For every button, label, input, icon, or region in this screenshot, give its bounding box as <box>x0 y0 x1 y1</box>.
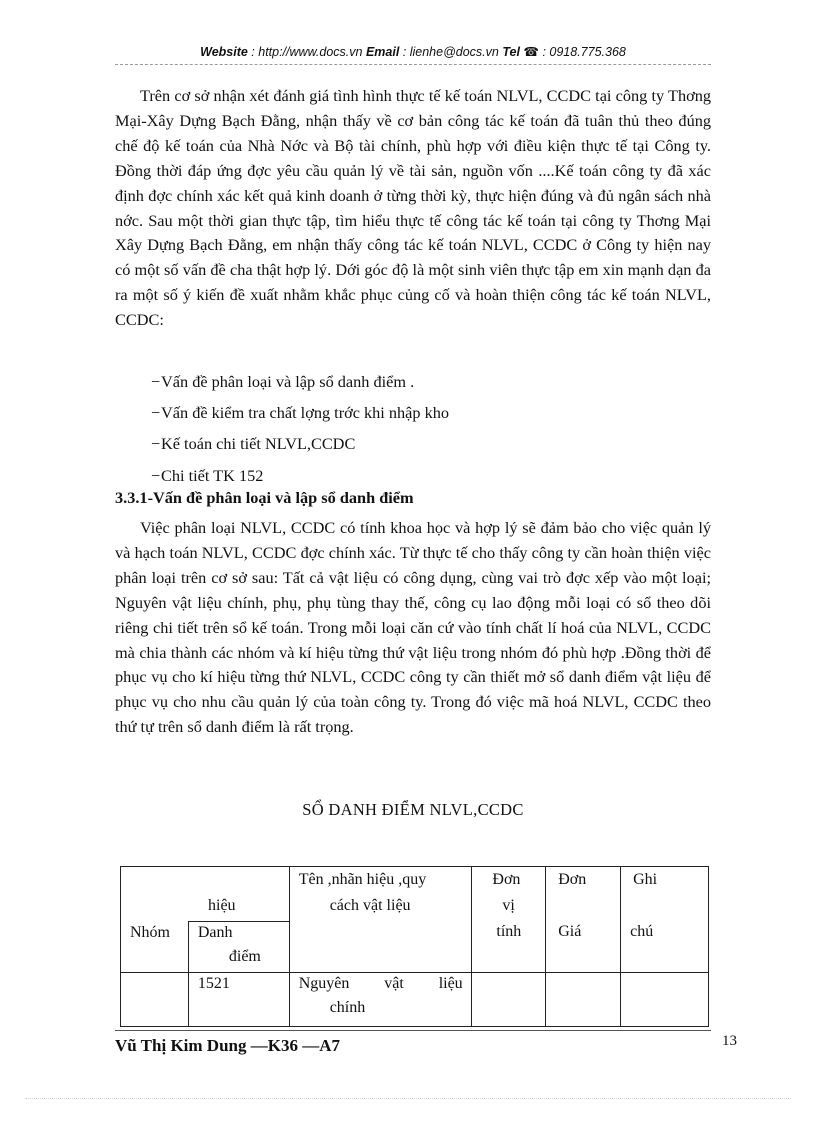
bullet-item <box>151 434 355 454</box>
bullet-dash: − <box>151 434 161 453</box>
bullet-item <box>151 372 414 392</box>
header-code-line1: Danh <box>197 924 233 941</box>
header-price-cell <box>546 867 621 973</box>
page-bottom-rule <box>25 1098 791 1099</box>
bullet-text: Vấn đề phân loại và lập sổ danh điểm . <box>161 372 415 391</box>
row-unit-cell <box>472 973 546 1027</box>
bullet-item <box>151 466 263 486</box>
bullet-dash: − <box>151 466 161 485</box>
bullet-dash: − <box>151 403 161 422</box>
bullet-item <box>151 403 449 423</box>
header-name-line2: cách vật liệu <box>329 897 411 914</box>
bullet-dash: − <box>151 372 161 391</box>
footer-divider <box>115 1030 711 1031</box>
header-note-line1: Ghi <box>633 871 658 888</box>
row-name-line1 <box>299 975 463 993</box>
row-name-line2: chính <box>329 999 366 1016</box>
tel-value: : 0918.775.368 <box>538 45 626 59</box>
header-price-line1: Đơn <box>558 871 587 888</box>
row-name-word: vật <box>384 975 404 992</box>
header-divider <box>115 64 711 65</box>
header-unit-line3: tính <box>496 923 522 940</box>
row-note-cell <box>621 973 709 1027</box>
header-note-line2: chú <box>630 923 654 940</box>
row-name-word: liệu <box>438 975 463 992</box>
header-group-label: Nhóm <box>130 923 170 941</box>
email-label: Email <box>365 45 400 59</box>
header-note-cell <box>621 867 709 973</box>
bullet-text: Vấn đề kiểm tra chất lợng trớc khi nhập kho <box>161 403 450 422</box>
header-name-cell <box>289 867 472 973</box>
header-price-line2: Giá <box>558 923 582 940</box>
page-header <box>115 44 711 59</box>
row-group-cell <box>121 973 189 1027</box>
header-code-line2: điểm <box>228 948 261 965</box>
intro-paragraph: Trên cơ sở nhận xét đánh giá tình hình thực tế kế toán NLVL, CCDC tại công ty Thơng Mại-Xây Dựng Bạch Đằng, nhận thấy về cơ bản công tác kế toán đã tuân thủ theo đúng chế độ kế toán của Nhà Nớc và Bộ tài chính, phù hợp với điều kiện thực tế tại Công ty. Đồng thời đáp ứng đợc yêu cầu quản lý về tài sản, nguồn vốn ....Kế toán công ty đã xác định đợc chính xác kết quả kinh doanh ở từng thời kỳ, thực hiện đúng và đủ ngân sách nhà nớc. Sau một thời gian thực tập, tìm hiểu thực tế công tác kế toán tại công ty Thơng Mại Xây Dựng Bạch Đằng, em nhận thấy công tác kế toán NLVL, CCDC ở Công ty hiện nay có một số vấn đề cha thật hợp lý. Dới góc độ là một sinh viên thực tập em xin mạnh dạn đa ra một số ý kiến đề xuất nhằm khắc phục củng cố và hoàn thiện công tác kế toán NLVL, CCDC: <box>115 86 711 330</box>
tel-label: Tel ☎ <box>502 45 539 59</box>
header-code-top: hiệu <box>208 897 236 914</box>
header-unit-line2: vị <box>502 897 515 914</box>
row-name-cell <box>289 973 472 1027</box>
header-code-cell <box>188 922 289 973</box>
website-value[interactable]: : http://www.docs.vn <box>247 45 366 59</box>
row-name-word: Nguyên <box>298 975 350 992</box>
header-code-group-cell <box>121 867 290 922</box>
table-header-row <box>121 867 709 922</box>
author-footer: Vũ Thị Kim Dung —K36 —A7 <box>115 1036 340 1055</box>
bullet-text: Kế toán chi tiết NLVL,CCDC <box>161 434 356 453</box>
table-row <box>121 973 709 1027</box>
material-catalog-table <box>120 866 709 1027</box>
header-group-cell <box>121 922 189 973</box>
website-label: Website <box>200 45 248 59</box>
row-code: 1521 <box>197 975 230 992</box>
header-name-line1: Tên ,nhãn hiệu ,quy <box>298 871 427 888</box>
table-title: SỔ DANH ĐIỂM NLVL,CCDC <box>302 800 524 819</box>
email-value[interactable]: : lienhe@docs.vn <box>399 45 503 59</box>
bullet-text: Chi tiết TK 152 <box>161 466 264 485</box>
row-code-cell <box>188 973 289 1027</box>
row-price-cell <box>546 973 621 1027</box>
classification-paragraph: Việc phân loại NLVL, CCDC có tính khoa học và hợp lý sẽ đảm bảo cho việc quản lý và hạch toán NLVL, CCDC đợc chính xác. Từ thực tế cho thấy công ty cần hoàn thiện việc phân loại trên cơ sở sau: Tất cả vật liệu có công dụng, cùng vai trò đợc xếp vào một loại; Nguyên vật liệu chính, phụ, phụ tùng thay thế, công cụ lao động mỗi loại có sổ theo dõi riêng chi tiết trên sổ kế toán. Trong mỗi loại căn cứ vào tính chất lí hoá của NLVL, CCDC mà chia thành các nhóm và kí hiệu từng thứ vật liệu trong nhóm đó phù hợp .Đồng thời để phục vụ cho kí hiệu từng thứ NLVL, CCDC công ty cần thiết mở sổ danh điểm vật liệu để phục vụ cho nhu cầu quản lý của toàn công ty. Trong đó việc mã hoá NLVL, CCDC theo thứ tự trên sổ danh điểm là rất trọng. <box>115 518 711 737</box>
header-unit-line1: Đơn <box>492 871 521 888</box>
page-number: 13 <box>722 1033 737 1049</box>
section-heading: 3.3.1-Vấn đề phân loại và lập sổ danh điểm <box>115 488 414 507</box>
header-unit-cell <box>472 867 546 973</box>
